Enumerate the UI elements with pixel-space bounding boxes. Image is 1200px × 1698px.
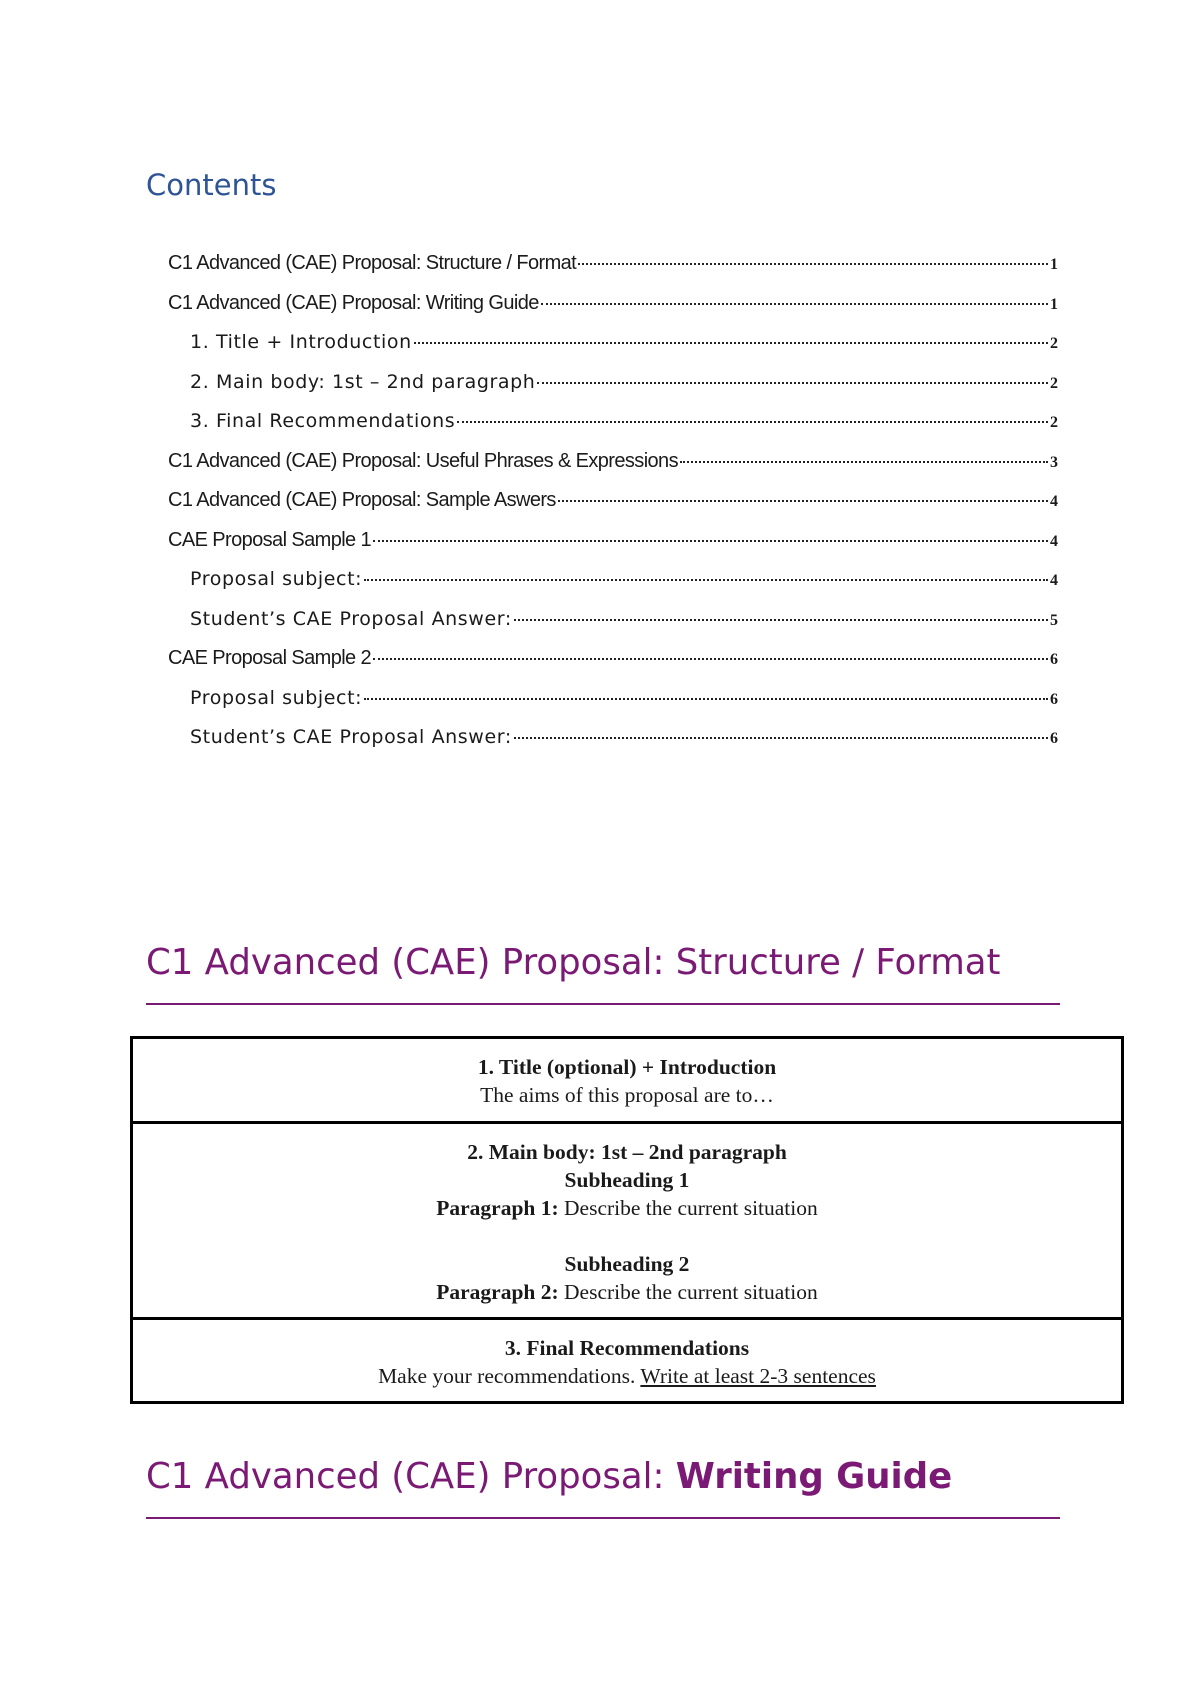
toc-entry[interactable] — [146, 568, 1058, 608]
contents-heading: Contents — [146, 168, 277, 202]
toc-entry[interactable] — [146, 529, 1058, 569]
toc-entry[interactable] — [146, 647, 1058, 687]
toc-entry-page: 4 — [1050, 572, 1058, 589]
toc-entry[interactable] — [146, 687, 1058, 727]
subheading-1: Subheading 1 — [564, 1168, 690, 1192]
row-underlined-text: Write at least 2-3 sentences — [640, 1364, 876, 1388]
paragraph-2-label: Paragraph 2: — [436, 1280, 559, 1304]
toc-leader-dots — [373, 658, 1048, 660]
format-row-recommendations — [133, 1320, 1121, 1401]
toc-entry-page: 6 — [1050, 651, 1058, 668]
toc-entry-text: CAE Proposal Sample 1 — [168, 528, 372, 551]
toc-entry-page: 2 — [1050, 335, 1058, 352]
writing-guide-heading-bold: Writing Guide — [675, 1456, 953, 1497]
toc-entry-page: 1 — [1050, 256, 1058, 273]
toc-entry-text: Proposal subject: — [190, 686, 363, 709]
table-of-contents — [146, 252, 1058, 766]
toc-leader-dots — [364, 698, 1048, 700]
writing-guide-heading — [146, 1456, 952, 1497]
toc-entry-page: 2 — [1050, 374, 1058, 392]
writing-guide-heading-prefix: C1 Advanced (CAE) Proposal: — [146, 1456, 676, 1497]
subheading-2: Subheading 2 — [564, 1252, 690, 1276]
writing-guide-heading-rule — [146, 1517, 1060, 1519]
paragraph-2-line — [133, 1278, 1121, 1306]
toc-leader-dots — [364, 579, 1048, 581]
toc-leader-dots — [514, 737, 1048, 739]
toc-entry-page: 5 — [1050, 611, 1058, 629]
toc-entry-page: 3 — [1050, 453, 1058, 471]
toc-entry-text: 2. Main body: 1st – 2nd paragraph — [190, 370, 536, 393]
toc-entry[interactable] — [146, 252, 1058, 292]
toc-leader-dots — [578, 263, 1048, 265]
toc-leader-dots — [514, 619, 1048, 621]
toc-entry-page: 1 — [1050, 295, 1058, 313]
structure-heading-rule — [146, 1003, 1060, 1005]
row-title: 1. Title (optional) + Introduction — [477, 1055, 777, 1079]
toc-entry[interactable] — [146, 450, 1058, 490]
toc-entry-text: 1. Title + Introduction — [190, 331, 412, 353]
toc-leader-dots — [541, 303, 1048, 305]
toc-entry-page: 4 — [1050, 532, 1058, 550]
toc-entry-text: Student’s CAE Proposal Answer: — [190, 607, 512, 630]
structure-heading: C1 Advanced (CAE) Proposal: Structure / Format — [146, 942, 1001, 983]
toc-entry-page: 4 — [1050, 493, 1058, 510]
toc-entry-page: 6 — [1050, 730, 1058, 747]
paragraph-2-text: Describe the current situation — [564, 1280, 818, 1304]
toc-entry-text: C1 Advanced (CAE) Proposal: Writing Guide — [168, 291, 539, 314]
paragraph-1-label: Paragraph 1: — [436, 1196, 559, 1220]
toc-entry-page: 2 — [1050, 414, 1058, 431]
toc-leader-dots — [558, 500, 1048, 502]
toc-leader-dots — [457, 421, 1048, 423]
format-row-introduction — [133, 1039, 1121, 1124]
toc-leader-dots — [537, 382, 1048, 384]
toc-entry-text: C1 Advanced (CAE) Proposal: Useful Phrases & Expressions — [168, 449, 678, 472]
row-text-line — [133, 1362, 1121, 1390]
spacer — [133, 1222, 1121, 1250]
toc-entry-text: Proposal subject: — [190, 568, 363, 590]
toc-entry-text: C1 Advanced (CAE) Proposal: Sample Aswers — [168, 489, 556, 511]
toc-leader-dots — [680, 461, 1048, 463]
toc-entry[interactable] — [146, 726, 1058, 766]
toc-entry[interactable] — [146, 292, 1058, 332]
row-text: Make your recommendations. — [378, 1364, 636, 1388]
paragraph-1-text: Describe the current situation — [564, 1196, 818, 1220]
toc-leader-dots — [373, 540, 1048, 542]
toc-entry-text: CAE Proposal Sample 2 — [168, 647, 372, 669]
row-title: 3. Final Recommendations — [504, 1336, 750, 1360]
toc-entry-text: Student’s CAE Proposal Answer: — [190, 726, 512, 748]
toc-entry[interactable] — [146, 489, 1058, 529]
format-row-main-body — [133, 1124, 1121, 1320]
toc-entry-text: 3. Final Recommendations — [190, 410, 456, 432]
format-table — [130, 1036, 1124, 1404]
toc-leader-dots — [414, 342, 1048, 344]
row-title: 2. Main body: 1st – 2nd paragraph — [467, 1140, 787, 1164]
toc-entry[interactable] — [146, 410, 1058, 450]
toc-entry[interactable] — [146, 608, 1058, 648]
row-text: The aims of this proposal are to… — [480, 1083, 774, 1107]
toc-entry-text: C1 Advanced (CAE) Proposal: Structure / Format — [168, 252, 577, 274]
toc-entry[interactable] — [146, 331, 1058, 371]
paragraph-1-line — [133, 1194, 1121, 1222]
toc-entry[interactable] — [146, 371, 1058, 411]
toc-entry-page: 6 — [1050, 690, 1058, 708]
